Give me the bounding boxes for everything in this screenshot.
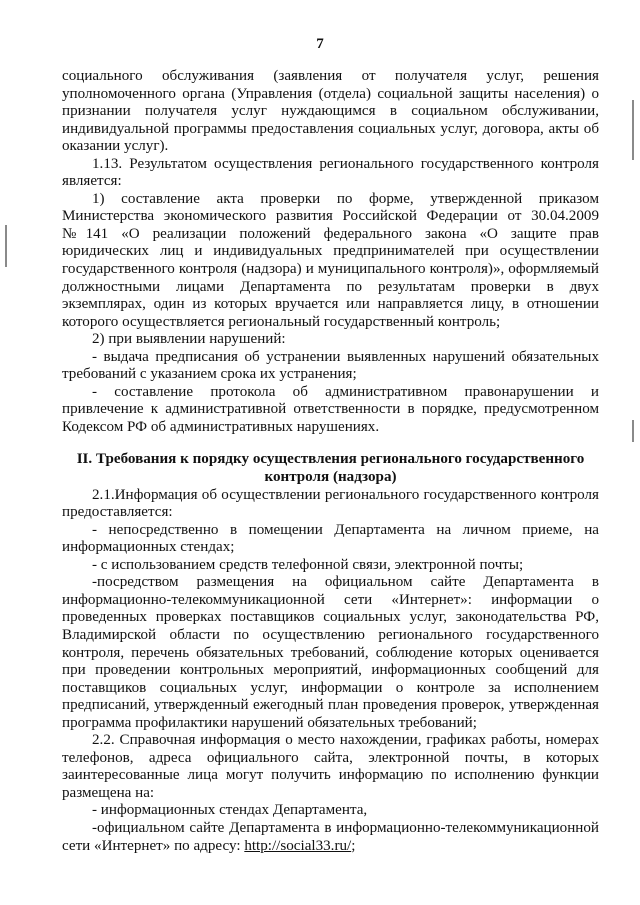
- paragraph: 1) составление акта проверки по форме, утвержденной приказом Министерства экономического развития Российской Федерации от 30.04.2009 №141 «О реализации положений федерального закона «О защите прав юридических лиц и индивидуальных предпринимателей при осуществлении государственного контроля (надзора) и муниципального контроля)», оформляемый должностными лицами Департамента по результатам проверки в двух экземплярах, один из которых вручается или направляется лицу, в отношении которого осуществляется региональный государственный контроль;: [62, 190, 599, 330]
- scan-edge-mark: [632, 100, 634, 160]
- section-heading: II. Требования к порядку осуществления регионального государственного контроля (надзора): [76, 451, 585, 486]
- paragraph: 1.13. Результатом осуществления регионального государственного контроля является:: [62, 155, 599, 190]
- paragraph: 2.2. Справочная информация о место нахождении, графиках работы, номерах телефонов, адреса официального сайта, электронной почты, в которых заинтересованные лица могут получить информацию по исполнению функции размещена на:: [62, 732, 599, 801]
- page-number: 7: [316, 36, 324, 52]
- paragraph: - информационных стендах Департамента,: [92, 802, 368, 819]
- paragraph: - непосредственно в помещении Департамента на личном приеме, на информационных стендах;: [62, 521, 599, 556]
- paragraph: 2.1.Информация об осуществлении регионального государственного контроля предоставляется:: [62, 486, 599, 521]
- paragraph: -посредством размещения на официальном сайте Департамента в информационно-телекоммуникационной сети «Интернет»: информации о проведенных проверках поставщиков социальных услуг, законодательства РФ, Владимирской области по осуществлению регионального государственного контроля, перечень обязательных требований, соблюдение которых оценивается при проведении контрольных мероприятий, информационных сообщений для поставщиков социальных услуг, информации о контроле за исполнением предписаний, утвержденный ежегодный план проведения проверок, утвержденная программа профилактики нарушений обязательных требований;: [62, 574, 599, 731]
- paragraph: - с использованием средств телефонной связи, электронной почты;: [92, 556, 524, 573]
- paragraph: - составление протокола об административном правонарушении и привлечение к административной ответственности в порядке, предусмотренном Кодексом РФ об административных нарушениях.: [62, 383, 599, 435]
- document-body: [62, 68, 599, 855]
- paragraph-text: -официальном сайте Департамента в информационно-телекоммуникационной сети «Интернет» по адресу:: [62, 819, 599, 854]
- paragraph: социального обслуживания (заявления от получателя услуг, решения уполномоченного органа (Управления (отдела) социальной защиты населения) о признании получателя услуг нуждающимся в социальном обслуживании, индивидуальной программы предоставления социальных услуг, договора, акты об оказании услуг).: [62, 68, 599, 155]
- paragraph: [62, 820, 599, 855]
- scan-edge-mark: [5, 225, 7, 267]
- paragraph: - выдача предписания об устранении выявленных нарушений обязательных требований с указанием срока их устранения;: [62, 348, 599, 383]
- site-link[interactable]: http://social33.ru/: [244, 837, 352, 854]
- paragraph: 2) при выявлении нарушений:: [92, 331, 286, 348]
- paragraph-end: ;: [351, 837, 356, 854]
- scan-edge-mark: [632, 420, 634, 442]
